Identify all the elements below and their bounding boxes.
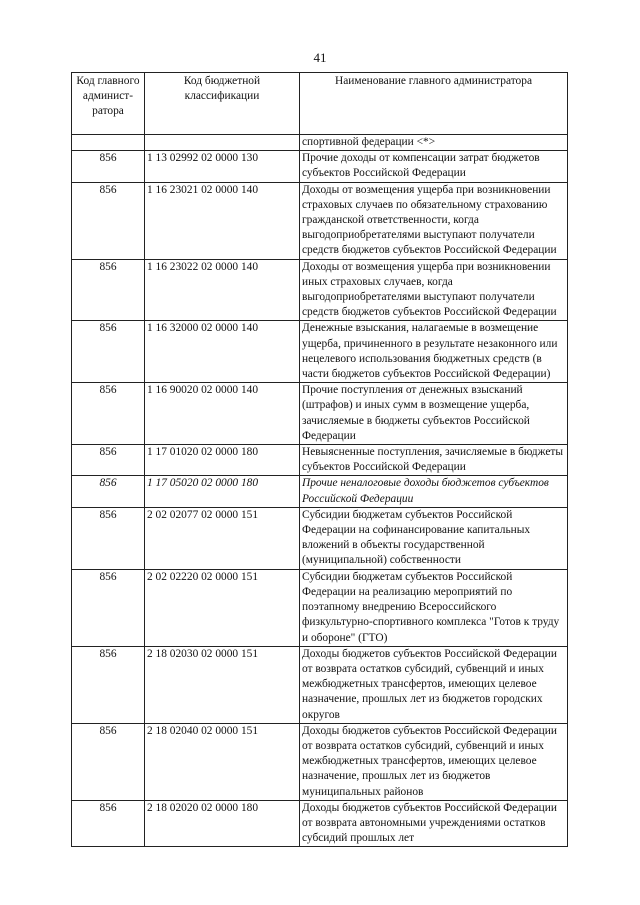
admin-code-cell: 856 (72, 569, 145, 646)
continuation-name-cell: спортивной федерации <*> (300, 135, 568, 151)
table-row (72, 259, 568, 321)
table-row (72, 723, 568, 800)
budget-codes-table (71, 72, 568, 847)
table-row (72, 569, 568, 646)
admin-name-cell: Доходы бюджетов субъектов Российской Федерации от возврата остатков субсидий, субвенций и иных межбюджетных трансфертов, имеющих целевое назначение, прошлых лет из бюджетов муниципальных районов (300, 723, 568, 800)
budget-code-cell: 2 18 02020 02 0000 180 (145, 800, 300, 847)
budget-code-cell: 1 16 23021 02 0000 140 (145, 182, 300, 259)
admin-code-cell: 856 (72, 321, 145, 383)
table-row (72, 507, 568, 569)
admin-name-cell: Денежные взыскания, налагаемые в возмещение ущерба, причиненного в результате незаконного или нецелевого использования бюджетных средств (в части бюджетов субъектов Российской Федерации) (300, 321, 568, 383)
budget-code-cell: 2 18 02030 02 0000 151 (145, 646, 300, 723)
table-row (72, 646, 568, 723)
continuation-row (72, 135, 568, 151)
budget-code-cell: 2 02 02220 02 0000 151 (145, 569, 300, 646)
admin-code-cell: 856 (72, 151, 145, 182)
budget-code-cell: 1 17 01020 02 0000 180 (145, 445, 300, 476)
header-admin-code: Код главного админист-ратора (72, 73, 145, 135)
budget-code-cell: 1 16 23022 02 0000 140 (145, 259, 300, 321)
table-row (72, 800, 568, 847)
admin-code-cell: 856 (72, 182, 145, 259)
table-row (72, 445, 568, 476)
admin-name-cell: Доходы бюджетов субъектов Российской Федерации от возврата автономными учреждениями остатков субсидий прошлых лет (300, 800, 568, 847)
admin-name-cell: Доходы от возмещения ущерба при возникновении страховых случаев по обязательному страхованию гражданской ответственности, когда выгодоприобретателями выступают получатели средств бюджетов субъектов Российской Федерации (300, 182, 568, 259)
admin-code-cell: 856 (72, 476, 145, 507)
continuation-admin-cell (72, 135, 145, 151)
header-admin-name: Наименование главного администратора (300, 73, 568, 135)
table-row (72, 151, 568, 182)
admin-name-cell: Доходы бюджетов субъектов Российской Федерации от возврата остатков субсидий, субвенций и иных межбюджетных трансфертов, имеющих целевое назначение, прошлых лет из бюджетов городских округов (300, 646, 568, 723)
admin-name-cell: Субсидии бюджетам субъектов Российской Федерации на реализацию мероприятий по поэтапному внедрению Всероссийского физкультурно-спортивного комплекса "Готов к труду и обороне" (ГТО) (300, 569, 568, 646)
table-row (72, 476, 568, 507)
table-row (72, 383, 568, 445)
page-number: 41 (313, 50, 327, 65)
budget-code-cell: 1 16 32000 02 0000 140 (145, 321, 300, 383)
table-row (72, 321, 568, 383)
admin-name-cell: Прочие неналоговые доходы бюджетов субъектов Российской Федерации (300, 476, 568, 507)
admin-code-cell: 856 (72, 383, 145, 445)
header-budget-code: Код бюджетной классификации (145, 73, 300, 135)
table-row (72, 182, 568, 259)
budget-code-cell: 1 16 90020 02 0000 140 (145, 383, 300, 445)
admin-code-cell: 856 (72, 646, 145, 723)
admin-name-cell: Прочие доходы от компенсации затрат бюджетов субъектов Российской Федерации (300, 151, 568, 182)
admin-code-cell: 856 (72, 800, 145, 847)
admin-code-cell: 856 (72, 259, 145, 321)
admin-name-cell: Субсидии бюджетам субъектов Российской Федерации на софинансирование капитальных вложений в объекты государственной (муниципальной) собственности (300, 507, 568, 569)
budget-code-cell: 1 17 05020 02 0000 180 (145, 476, 300, 507)
admin-name-cell: Прочие поступления от денежных взысканий (штрафов) и иных сумм в возмещение ущерба, зачисляемые в бюджеты субъектов Российской Федерации (300, 383, 568, 445)
budget-code-cell: 1 13 02992 02 0000 130 (145, 151, 300, 182)
admin-name-cell: Доходы от возмещения ущерба при возникновении иных страховых случаев, когда выгодоприобретателями выступают получатели средств бюджетов субъектов Российской Федерации (300, 259, 568, 321)
table-header-row (72, 73, 568, 135)
budget-code-cell: 2 02 02077 02 0000 151 (145, 507, 300, 569)
admin-name-cell: Невыясненные поступления, зачисляемые в бюджеты субъектов Российской Федерации (300, 445, 568, 476)
admin-code-cell: 856 (72, 723, 145, 800)
admin-code-cell: 856 (72, 445, 145, 476)
continuation-code-cell (145, 135, 300, 151)
budget-code-cell: 2 18 02040 02 0000 151 (145, 723, 300, 800)
admin-code-cell: 856 (72, 507, 145, 569)
